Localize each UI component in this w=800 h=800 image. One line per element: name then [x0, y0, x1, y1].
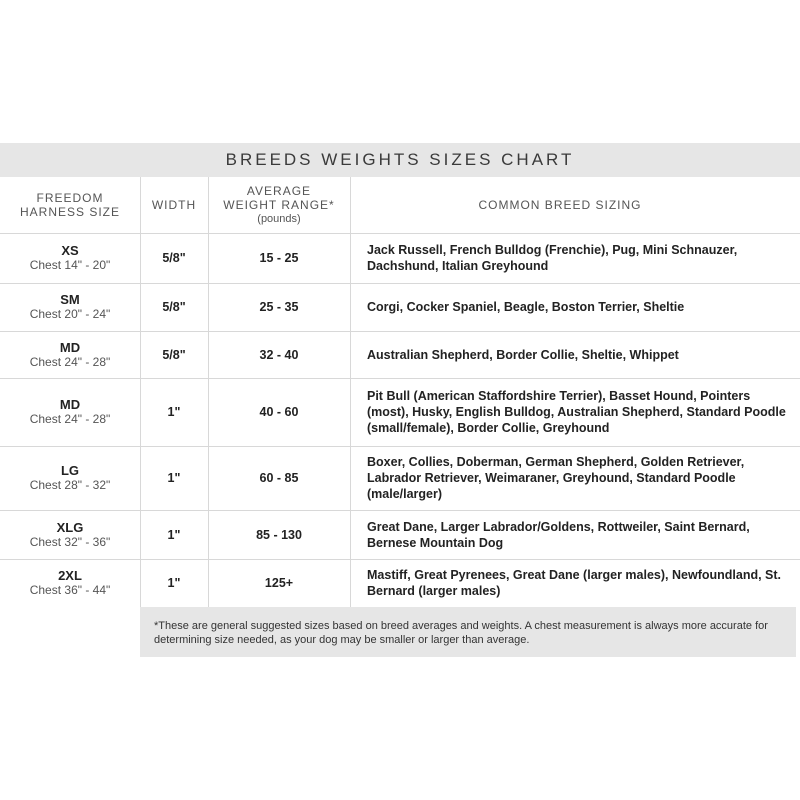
weight-value: 15 - 25 [259, 251, 299, 265]
size-chest: Chest 24" - 28" [29, 354, 111, 369]
table-row [0, 378, 800, 447]
width-value: 1" [167, 471, 181, 485]
breeds-text: Mastiff, Great Pyrenees, Great Dane (larger males), Newfoundland, St. Bernard (larger males) [367, 568, 782, 598]
chart-title: BREEDS WEIGHTS SIZES CHART [225, 150, 575, 169]
table-row [0, 559, 800, 607]
header-size [0, 177, 140, 233]
size-cell [0, 233, 140, 283]
size-name: SM [60, 292, 80, 307]
weight-cell [208, 233, 350, 283]
breeds-cell [350, 559, 790, 607]
breeds-text: Great Dane, Larger Labrador/Goldens, Rottweiler, Saint Bernard, Bernese Mountain Dog [367, 519, 750, 550]
weight-value: 85 - 130 [256, 527, 302, 542]
weight-value: 125+ [264, 576, 294, 590]
width-cell [140, 283, 208, 331]
size-name: XLG [56, 519, 84, 535]
weight-cell [208, 378, 350, 446]
weight-cell [208, 510, 350, 559]
width-value: 5/8" [162, 300, 186, 314]
size-name: 2XL [58, 568, 82, 583]
header-weight [208, 177, 350, 233]
size-name: MD [59, 339, 81, 355]
weight-value: 32 - 40 [259, 347, 299, 362]
breeds-text: Corgi, Cocker Spaniel, Beagle, Boston Terrier, Sheltie [367, 300, 685, 314]
size-chest: Chest 36" - 44" [29, 583, 111, 597]
breeds-text: Jack Russell, French Bulldog (Frenchie), Pug, Mini Schnauzer, Dachshund, Italian Greyhound [367, 243, 738, 273]
size-cell [0, 283, 140, 331]
breeds-cell [350, 283, 790, 331]
size-cell [0, 559, 140, 607]
width-value: 1" [167, 405, 181, 419]
weight-cell [208, 283, 350, 331]
size-cell [0, 510, 140, 559]
weight-value: 60 - 85 [259, 471, 299, 485]
header-weight-line2: WEIGHT RANGE* [223, 198, 335, 212]
size-name: XS [61, 243, 79, 258]
table-row [0, 510, 800, 560]
header-weight-line3: (pounds) [257, 213, 301, 225]
width-value: 5/8" [162, 347, 186, 362]
size-cell [0, 446, 140, 510]
weight-value: 40 - 60 [259, 405, 299, 419]
header-breeds [350, 177, 770, 233]
width-cell [140, 233, 208, 283]
weight-cell [208, 446, 350, 510]
width-value: 5/8" [162, 251, 186, 265]
width-value: 1" [167, 527, 181, 542]
size-chest: Chest 20" - 24" [29, 307, 111, 321]
weight-cell [208, 331, 350, 378]
width-cell [140, 446, 208, 510]
size-name: MD [59, 397, 81, 412]
breeds-cell [350, 378, 790, 446]
weight-value: 25 - 35 [259, 300, 299, 314]
size-chest: Chest 32" - 36" [29, 534, 111, 549]
title-bar [0, 143, 800, 177]
size-chest: Chest 14" - 20" [29, 258, 111, 272]
header-breeds-label: COMMON BREED SIZING [478, 198, 642, 212]
size-chest: Chest 24" - 28" [29, 412, 111, 426]
size-name: LG [60, 463, 80, 478]
width-cell [140, 378, 208, 446]
breeds-cell [350, 446, 790, 510]
table-row [0, 331, 800, 379]
size-chest: Chest 28" - 32" [29, 478, 111, 492]
breeds-text: Australian Shepherd, Border Collie, Sheltie, Whippet [367, 347, 679, 362]
width-cell [140, 331, 208, 378]
breeds-text: Pit Bull (American Staffordshire Terrier), Basset Hound, Pointers (most), Husky, English Bulldog, Australian Shepherd, Standard Poodle (small/female), Border Collie, Greyhound [367, 389, 786, 435]
header-weight-line1: AVERAGE [246, 184, 312, 198]
footnote-text: *These are general suggested sizes based on breed averages and weights. A chest measurement is always more accurate for determining size needed, as your dog may be smaller or larger than average. [154, 620, 768, 646]
header-width [140, 177, 208, 233]
breeds-cell [350, 331, 790, 378]
header-size-label: FREEDOM HARNESS SIZE [19, 191, 121, 219]
table-row [0, 233, 800, 284]
width-value: 1" [167, 576, 181, 590]
breeds-text: Boxer, Collies, Doberman, German Shepherd, Golden Retriever, Labrador Retriever, Weimaraner, Greyhound, Standard Poodle (male/larger) [367, 455, 745, 501]
width-cell [140, 510, 208, 559]
breeds-cell [350, 510, 790, 559]
table-row [0, 283, 800, 332]
table-row [0, 446, 800, 511]
size-cell [0, 331, 140, 378]
breeds-cell [350, 233, 790, 283]
table-header [0, 177, 800, 234]
size-cell [0, 378, 140, 446]
footnote [140, 607, 796, 657]
width-cell [140, 559, 208, 607]
weight-cell [208, 559, 350, 607]
header-width-label: WIDTH [151, 198, 197, 212]
